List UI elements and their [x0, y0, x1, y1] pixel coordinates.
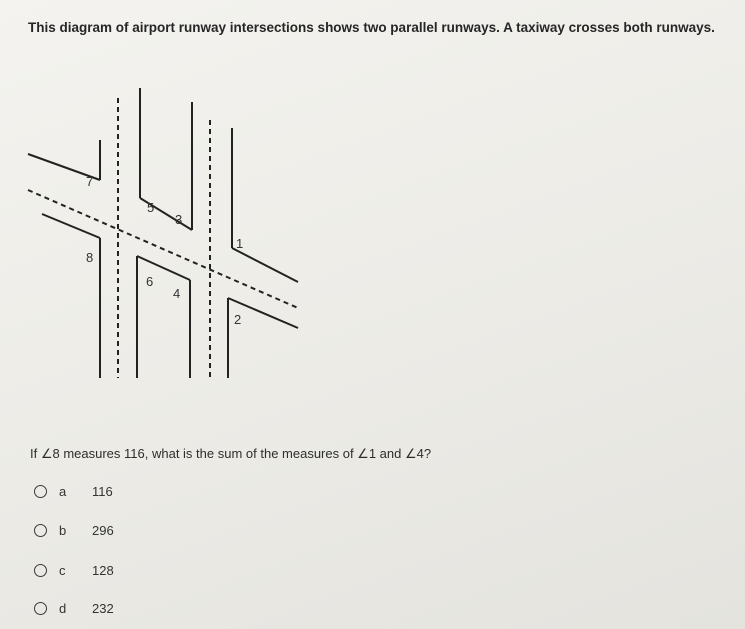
taxiway-lower-edge-middle [137, 256, 190, 280]
radio-button-c[interactable] [34, 564, 47, 577]
choice-c[interactable] [34, 560, 114, 580]
choice-letter-b: b [59, 522, 67, 538]
angle-label-4: 4 [173, 286, 181, 301]
choice-b[interactable] [34, 520, 114, 540]
taxiway-centerline [28, 190, 298, 308]
angle-label-7: 7 [86, 174, 94, 189]
angle-label-6: 6 [146, 274, 154, 289]
choice-letter-c: c [59, 562, 66, 578]
intro-text: This diagram of airport runway intersections shows two parallel runways. A taxiway crosses both runways. [28, 20, 715, 35]
taxiway-upper-edge-right [232, 248, 298, 282]
question-text: If ∠8 measures 116, what is the sum of the measures of ∠1 and ∠4? [30, 446, 432, 461]
runway-diagram [20, 80, 320, 390]
angle-label-3: 3 [175, 212, 183, 227]
angle-label-1: 1 [236, 236, 244, 251]
choice-a[interactable] [34, 481, 113, 501]
radio-button-b[interactable] [34, 524, 47, 537]
angle-label-2: 2 [234, 312, 242, 327]
angle-label-8: 8 [86, 250, 94, 265]
choice-value-b: 296 [92, 522, 114, 538]
choice-value-d: 232 [92, 600, 114, 616]
choice-d[interactable] [34, 598, 114, 618]
choice-value-c: 128 [92, 562, 114, 578]
choice-value-a: 116 [92, 483, 113, 499]
choice-letter-d: d [59, 600, 67, 616]
radio-button-d[interactable] [34, 602, 47, 615]
choice-letter-a: a [59, 483, 67, 499]
taxiway-lower-edge-left [42, 214, 100, 238]
radio-button-a[interactable] [34, 485, 47, 498]
angle-label-5: 5 [147, 200, 155, 215]
